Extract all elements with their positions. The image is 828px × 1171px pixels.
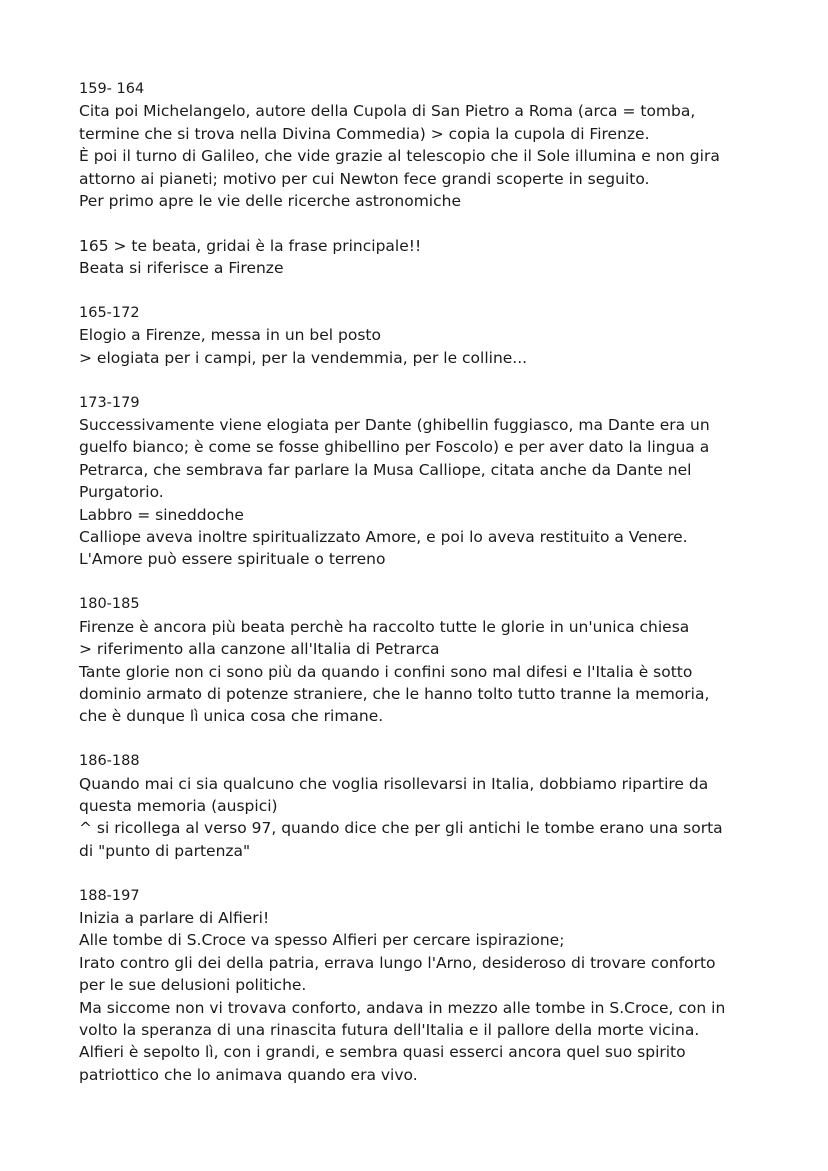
- text-line: guelfo bianco; è come se fosse ghibellino per Foscolo) e per aver dato la lingua a: [79, 438, 710, 457]
- section-188-197: [79, 885, 769, 1087]
- text-line: attorno ai pianeti; motivo per cui Newton fece grandi scoperte in seguito.: [79, 169, 650, 188]
- text-line: Elogio a Firenze, messa in un bel posto: [79, 326, 381, 345]
- text-line: questa memoria (auspici): [79, 796, 278, 815]
- text-line: ^ si ricollega al verso 97, quando dice che per gli antichi le tombe erano una sorta: [79, 819, 723, 838]
- section-heading: 186-188: [79, 753, 140, 770]
- text-line: Inizia a parlare di Alfieri!: [79, 908, 270, 927]
- text-line: > elogiata per i campi, per la vendemmia, per le colline...: [79, 348, 528, 367]
- text-line: termine che si trova nella Divina Commedia) > copia la cupola di Firenze.: [79, 124, 650, 143]
- text-line: È poi il turno di Galileo, che vide grazie al telescopio che il Sole illumina e non gira: [79, 147, 720, 166]
- section-186-188: [79, 750, 769, 862]
- text-line: Alle tombe di S.Croce va spesso Alfieri per cercare ispirazione;: [79, 931, 565, 950]
- text-line: Firenze è ancora più beata perchè ha raccolto tutte le glorie in un'unica chiesa: [79, 617, 690, 636]
- text-line: che è dunque lì unica cosa che rimane.: [79, 707, 384, 726]
- text-line: Calliope aveva inoltre spiritualizzato Amore, e poi lo aveva restituito a Venere.: [79, 528, 688, 547]
- text-line: di "punto di partenza": [79, 841, 251, 860]
- section-heading: 165 > te beata, gridai è la frase principale!!: [79, 236, 422, 255]
- section-180-185: [79, 593, 769, 727]
- section-165-172: [79, 302, 769, 369]
- section-173-179: [79, 392, 769, 571]
- section-165: [79, 235, 769, 280]
- text-line: > riferimento alla canzone all'Italia di Petrarca: [79, 640, 440, 659]
- text-line: Tante glorie non ci sono più da quando i confini sono mal difesi e l'Italia è sotto: [79, 662, 693, 681]
- text-line: Purgatorio.: [79, 483, 164, 502]
- section-heading: 188-197: [79, 887, 140, 904]
- section-heading: 159- 164: [79, 81, 145, 97]
- text-line: volto la speranza di una rinascita futura dell'Italia e il pallore della morte vicina.: [79, 1020, 700, 1039]
- section-159-164: [79, 78, 769, 212]
- section-heading: 173-179: [79, 394, 140, 411]
- text-line: dominio armato di potenze straniere, che le hanno tolto tutto tranne la memoria,: [79, 684, 710, 703]
- text-line: Beata si riferisce a Firenze: [79, 259, 284, 278]
- section-heading: 180-185: [79, 596, 140, 613]
- text-line: Cita poi Michelangelo, autore della Cupola di San Pietro a Roma (arca = tomba,: [79, 102, 696, 121]
- text-line: Petrarca, che sembrava far parlare la Musa Calliope, citata anche da Dante nel: [79, 460, 692, 479]
- text-line: Ma siccome non vi trovava conforto, andava in mezzo alle tombe in S.Croce, con in: [79, 998, 726, 1017]
- text-line: Successivamente viene elogiata per Dante (ghibellin fuggiasco, ma Dante era un: [79, 416, 710, 435]
- text-line: Per primo apre le vie delle ricerche astronomiche: [79, 192, 461, 211]
- text-line: patriottico che lo animava quando era vivo.: [79, 1065, 418, 1084]
- document-page: [79, 78, 769, 1109]
- text-line: Quando mai ci sia qualcuno che voglia risollevarsi in Italia, dobbiamo ripartire da: [79, 774, 709, 793]
- text-line: Labbro = sineddoche: [79, 505, 244, 524]
- section-heading: 165-172: [79, 305, 140, 322]
- text-line: Irato contro gli dei della patria, errava lungo l'Arno, desideroso di trovare conforto: [79, 953, 716, 972]
- text-line: Alfieri è sepolto lì, con i grandi, e sembra quasi esserci ancora quel suo spirito: [79, 1043, 686, 1062]
- text-line: L'Amore può essere spirituale o terreno: [79, 550, 386, 569]
- text-line: per le sue delusioni politiche.: [79, 976, 307, 995]
